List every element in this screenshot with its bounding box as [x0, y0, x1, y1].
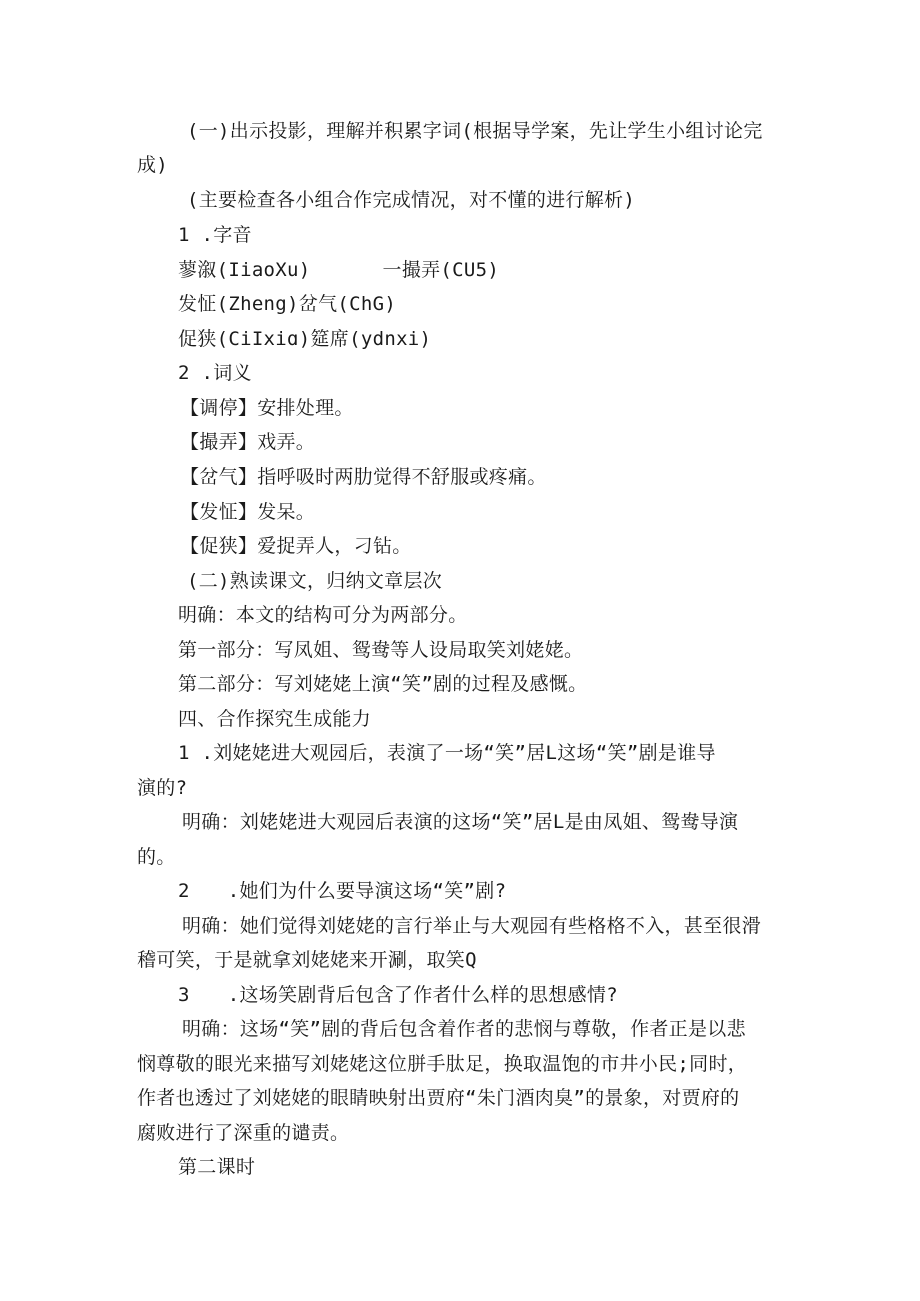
section-1-note: (主要检查各小组合作完成情况，对不懂的进行解析): [187, 189, 636, 211]
answer-2-cont: 稽可笑，于是就拿刘姥姥来开涮，取笑Q: [137, 949, 477, 971]
section-2-line: 明确：本文的结构可分为两部分。: [178, 604, 468, 626]
question-1-cont: 演的?: [137, 777, 188, 799]
pronunciation-line-3: 促狭(CiIxiɑ)筵席(ydnxi): [178, 328, 432, 350]
question-number: 2: [178, 880, 190, 902]
pronunciation-item: 蓼溆(IiaoXu): [178, 259, 311, 281]
meaning-item: 【促狭】爱捉弄人，刁钻。: [180, 535, 412, 557]
meaning-heading: 2 .词义: [178, 362, 252, 384]
question-1: 1 .刘姥姥进大观园后，表演了一场“笑”居L这场“笑”剧是谁导: [178, 742, 716, 764]
question-2: [178, 879, 506, 903]
question-3: [178, 983, 618, 1007]
answer-3-cont: 作者也透过了刘姥姥的眼睛映射出贾府“朱门酒肉臭”的景象，对贾府的: [137, 1087, 740, 1109]
answer-1-cont: 的。: [137, 846, 176, 868]
section-1-title-cont: 成): [137, 154, 169, 176]
answer-3-cont: 腐败进行了深重的谴责。: [137, 1122, 350, 1144]
question-text: .她们为什么要导演这场“笑”剧?: [227, 880, 507, 902]
section-2-line: 第二部分：写刘姥姥上演“笑”剧的过程及感慨。: [178, 673, 588, 695]
answer-1: 明确：刘姥姥进大观园后表演的这场“笑”居L是由凤姐、鸳鸯导演: [182, 811, 739, 833]
answer-3: 明确：这场“笑”剧的背后包含着作者的悲悯与尊敬，作者正是以悲: [182, 1018, 746, 1040]
lesson-2-heading: 第二课时: [178, 1156, 256, 1178]
meaning-item: 【调停】安排处理。: [180, 397, 354, 419]
pronunciation-line-2: 发怔(Zheng)岔气(ChG): [178, 293, 397, 315]
section-2-line: 第一部分：写凤姐、鸳鸯等人设局取笑刘姥姥。: [178, 639, 584, 661]
pronunciation-heading: 1 .字音: [178, 224, 252, 246]
meaning-item: 【岔气】指呼吸时两肋觉得不舒服或疼痛。: [180, 466, 547, 488]
answer-2: 明确：她们觉得刘姥姥的言行举止与大观园有些格格不入，甚至很滑: [182, 915, 762, 937]
pronunciation-line-1: [178, 258, 499, 282]
meaning-item: 【撮弄】戏弄。: [180, 431, 316, 453]
meaning-item: 【发怔】发呆。: [180, 501, 316, 523]
pronunciation-item: 一撮弄(CU5): [382, 259, 500, 281]
section-4-title: 四、合作探究生成能力: [178, 708, 372, 730]
question-number: 3: [178, 984, 190, 1006]
section-1-title: (一)出示投影，理解并积累字词(根据导学案，先让学生小组讨论完: [187, 120, 763, 142]
section-2-title: (二)熟读课文，归纳文章层次: [187, 570, 443, 592]
answer-3-cont: 悯尊敬的眼光来描写刘姥姥这位胼手肽足，换取温饱的市井小民;同时，: [137, 1053, 748, 1075]
question-text: .这场笑剧背后包含了作者什么样的思想感情?: [227, 984, 618, 1006]
